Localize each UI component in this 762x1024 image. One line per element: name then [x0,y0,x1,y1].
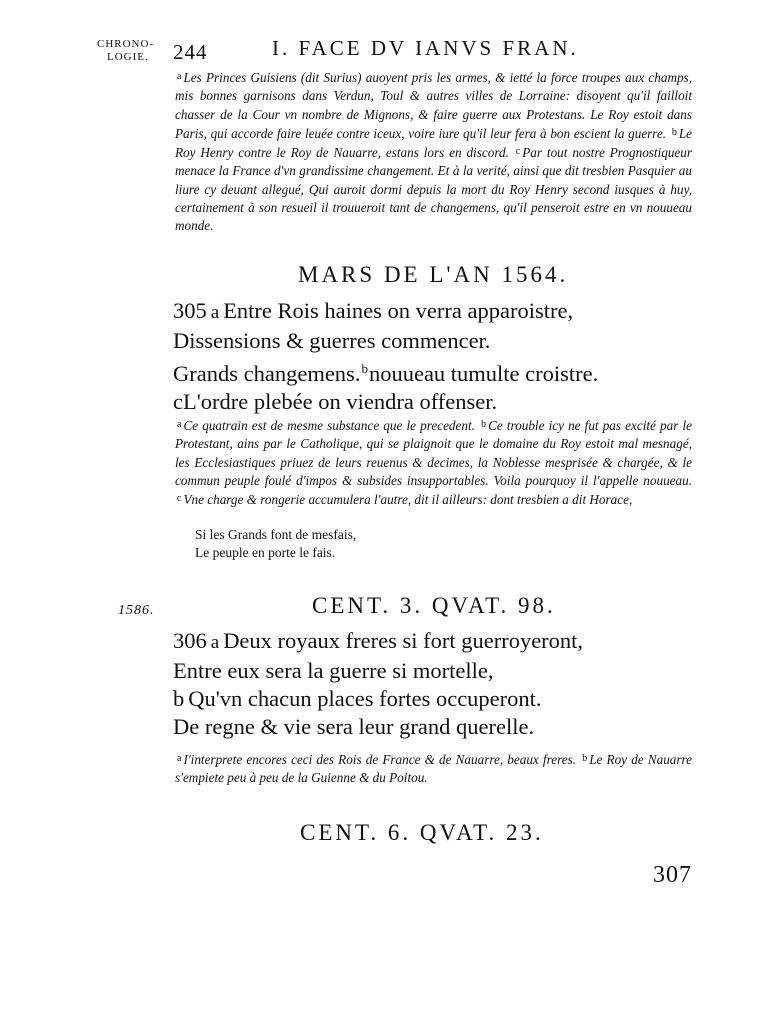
verse-text: Entre Rois haines on verra apparoistre, [223,298,574,323]
verse-line [173,327,598,355]
section2-commentary [175,750,692,788]
intro-text-a: Les Princes Guisiens (dit Surius) auoyent pris les armes, & ietté la force troupes aux champs, mis bonnes garnisons dans Verdun, Toul & autres villes de Lorraine: disoyent qu'il failloit chasser de la Cour vn nombre de Mignons, & faire guerre aux Protestans. Le Roy estoit dans Paris, qui accorde faire leuée contre iceux, voire iure qu'il leur fera à bon escient la guerre. [175,70,692,141]
margin-year: 1586. [118,603,155,618]
verse-line [173,713,583,741]
quote-line: Si les Grands font de mesfais, [195,527,357,542]
note-marker-a: a [177,419,182,430]
quote-line: Le peuple en porte le fais. [195,545,336,560]
verse-line [173,627,583,657]
comment-text-c: Vne charge & rongerie accumulera l'autre, dit il ailleurs: dont tresbien a dit Horace, [183,492,633,508]
section1-commentary [175,416,692,509]
note-marker-b: b [671,126,677,138]
comment-text-b: Le Roy de Nauarre s'empiete peu à peu de la Guienne & du Poitou. [175,752,693,786]
verse-text: De regne & vie sera leur grand querelle. [173,714,535,739]
catchword: 307 [653,862,692,888]
note-marker-b: b [582,753,588,764]
verse-marker: c [173,389,183,414]
margin-note-line2: LOGIE. [107,51,149,63]
quatrain-number: 305 [173,298,207,323]
running-title: I. FACE DV IANVS FRAN. [272,36,579,60]
page-number: 244 [173,40,208,64]
intro-text-b: Le Roy Henry contre le Roy de Nauarre, estans lors en discord. [175,125,692,161]
verse-line [173,388,598,416]
comment-text-a: Ce quatrain est de mesme substance que le precedent. [183,418,475,433]
verse-text: Entre eux sera la guerre si mortelle, [173,658,494,683]
comment-text-a: I'interprete encores ceci des Rois de France & de Nauarre, beaux freres. [183,752,577,767]
margin-note-chronologie [97,38,154,64]
verse-marker: b [361,361,368,376]
quatrain-305 [173,297,598,416]
verse-text: Qu'vn chacun places fortes occuperont. [188,686,542,711]
note-marker-a: a [177,753,182,764]
quatrain-306 [173,627,583,741]
verse-marker: a [210,302,220,323]
verse-marker: a [210,632,220,653]
verse-line [173,657,583,685]
verse-text-tail: nouueau tumulte croistre. [368,361,599,386]
verse-text: Dissensions & guerres commencer. [173,328,491,353]
note-marker-a: a [177,71,182,82]
intro-commentary [175,68,692,236]
note-marker-c: c [177,493,182,505]
verse-line [173,355,598,388]
section3-heading: CENT. 6. QVAT. 23. [300,820,544,845]
comment-text-b: Ce trouble icy ne fut pas excité par le Protestant, ains par le Catholique, qui se plaignoit que le domaine du Roy estoit mal mesnagé, les Ecclesiastiques priuez de leurs reuenus & decimes, la Noblesse mesprisée & chargée, & le commun peuple foulé d'impos & subsides insupportables. Voila pourquoy il l'appelle nouueau. [175,418,692,488]
section1-heading: MARS DE L'AN 1564. [298,262,569,287]
margin-note-line1: CHRONO- [97,38,155,50]
horace-quote [195,526,356,562]
verse-marker: b [173,686,185,711]
verse-line [173,297,598,327]
verse-text: Grands changemens. [173,361,361,386]
verse-text: L'ordre plebée on viendra offenser. [183,389,498,414]
section2-heading: CENT. 3. QVAT. 98. [312,593,556,618]
intro-text-c: Par tout nostre Prognostiqueur menace la France d'vn grandissime changement. Et à la verité, ainsi que dit tresbien Pasquier au liure cy deuant allegué, Qui auroit dormi depuis la mort du Roy Henry second iusques à huy, certainement à son resueil il trouueroit tant de changemens, qu'il penseroit estre en vn nouueau monde. [175,145,693,234]
quatrain-number: 306 [173,628,207,653]
verse-line [173,685,583,713]
note-marker-b: b [481,419,487,430]
note-marker-c: c [515,146,521,158]
verse-text: Deux royaux freres si fort guerroyeront, [223,628,584,653]
